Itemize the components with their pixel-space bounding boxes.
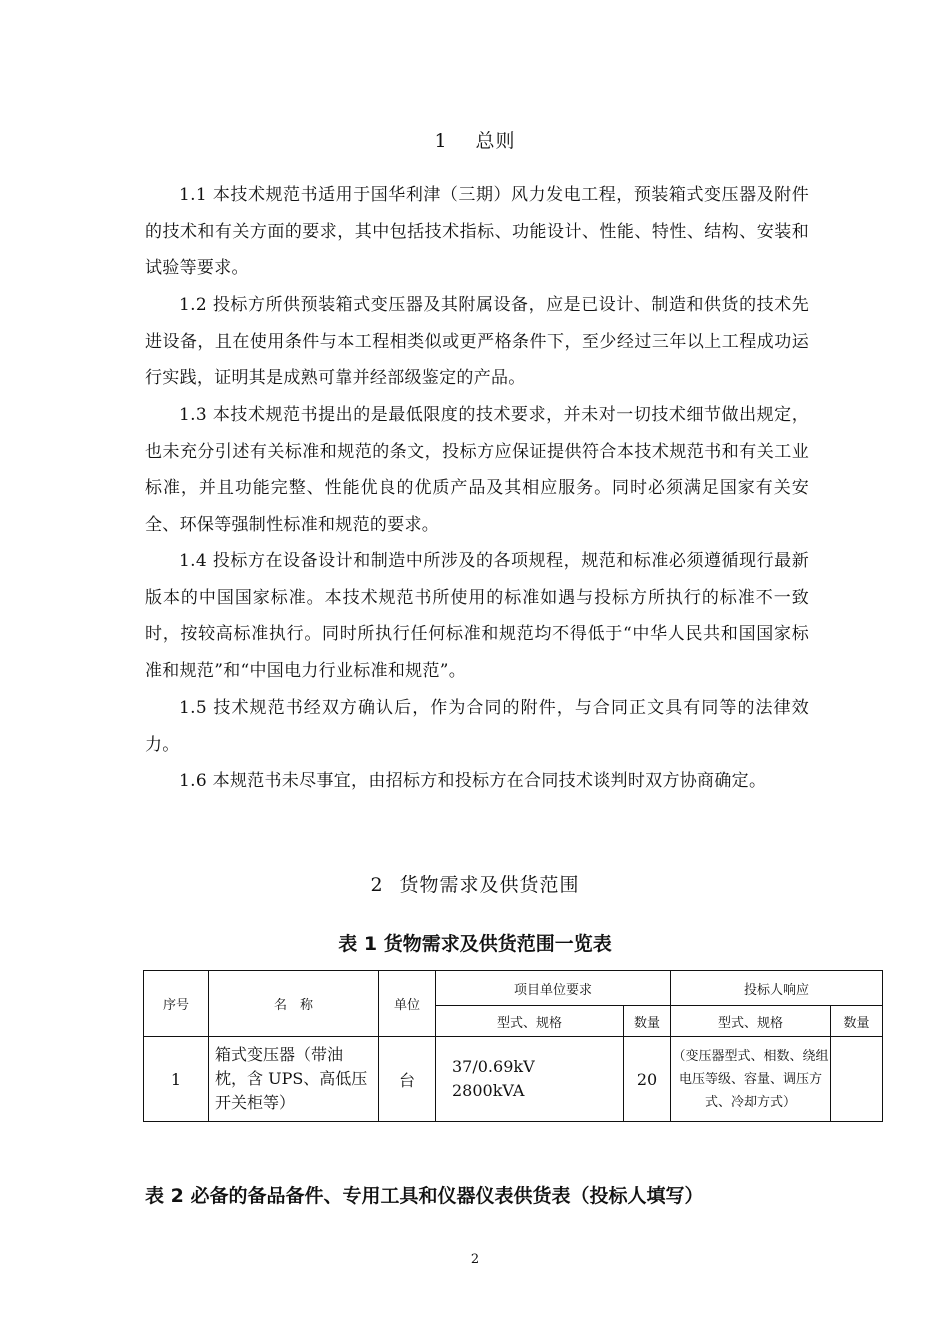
header-qty-response: 数量 bbox=[831, 1006, 883, 1037]
section-title: 总则 bbox=[475, 130, 516, 152]
cell-response-spec: （变压器型式、相数、绕组电压等级、容量、调压方式、冷却方式） bbox=[671, 1037, 831, 1122]
cell-unit: 台 bbox=[379, 1037, 436, 1122]
header-seq: 序号 bbox=[144, 971, 209, 1037]
header-name: 名 称 bbox=[209, 971, 379, 1037]
cell-spec bbox=[436, 1037, 624, 1122]
section-2-heading bbox=[0, 870, 950, 897]
page-number: 2 bbox=[470, 1252, 480, 1267]
header-unit: 单位 bbox=[379, 971, 436, 1037]
paragraph-text: 1.4 投标方在设备设计和制造中所涉及的各项规程，规范和标准必须遵循现行最新版本的中国国家标准。本技术规范书所使用的标准如遇与投标方所执行的标准不一致时，按较高标准执行。同时所执行任何标准和规范均不得低于“中华人民共和国国家标准和规范”和“中国电力行业标准和规范”。 bbox=[145, 551, 809, 681]
paragraph-text: 1.2 投标方所供预装箱式变压器及其附属设备，应是已设计、制造和供货的技术先进设备，且在使用条件与本工程相类似或更严格条件下，至少经过三年以上工程成功运行实践，证明其是成熟可靠并经部级鉴定的产品。 bbox=[145, 295, 809, 388]
header-qty: 数量 bbox=[624, 1006, 671, 1037]
paragraph-1-2 bbox=[145, 287, 809, 397]
header-spec-response: 型式、规格 bbox=[671, 1006, 831, 1037]
table-2-caption: 表 2 必备的备品备件、专用工具和仪器仪表供货表（投标人填写） bbox=[145, 1185, 704, 1207]
goods-table bbox=[143, 970, 883, 1122]
cell-name: 箱式变压器（带油枕，含 UPS、高低压开关柜等） bbox=[209, 1037, 379, 1122]
cell-qty: 20 bbox=[624, 1037, 671, 1122]
paragraph-text: 1.1 本技术规范书适用于国华利津（三期）风力发电工程，预装箱式变压器及附件的技术和有关方面的要求，其中包括技术指标、功能设计、性能、特性、结构、安装和试验等要求。 bbox=[145, 185, 809, 278]
paragraph-text: 1.5 技术规范书经双方确认后，作为合同的附件，与合同正文具有同等的法律效力。 bbox=[145, 698, 809, 755]
table-1-caption: 表 1 货物需求及供货范围一览表 bbox=[338, 933, 612, 955]
paragraph-1-6 bbox=[145, 763, 809, 800]
header-spec: 型式、规格 bbox=[436, 1006, 624, 1037]
paragraph-1-4 bbox=[145, 543, 809, 689]
spec-voltage: 37/0.69kV bbox=[452, 1057, 535, 1076]
spec-capacity: 2800kVA bbox=[452, 1081, 525, 1100]
table-row bbox=[144, 1037, 883, 1122]
cell-response-qty bbox=[831, 1037, 883, 1122]
paragraph-1-5 bbox=[145, 690, 809, 763]
paragraph-text: 1.3 本技术规范书提出的是最低限度的技术要求，并未对一切技术细节做出规定，也未充分引述有关标准和规范的条文，投标方应保证提供符合本技术规范书和有关工业标准，并且功能完整、性能优良的优质产品及其相应服务。同时必须满足国家有关安全、环保等强制性标准和规范的要求。 bbox=[145, 405, 809, 535]
section-number: 2 bbox=[370, 874, 384, 896]
section-title: 货物需求及供货范围 bbox=[399, 874, 580, 896]
header-bidder-response: 投标人响应 bbox=[671, 971, 883, 1006]
paragraph-1-3 bbox=[145, 397, 809, 543]
cell-seq: 1 bbox=[144, 1037, 209, 1122]
section-1-heading bbox=[0, 126, 950, 153]
header-project-requirement: 项目单位要求 bbox=[436, 971, 671, 1006]
paragraph-text: 1.6 本规范书未尽事宜，由招标方和投标方在合同技术谈判时双方协商确定。 bbox=[179, 771, 767, 791]
paragraph-1-1 bbox=[145, 177, 809, 287]
section-number: 1 bbox=[434, 130, 448, 152]
table-header-row bbox=[144, 971, 883, 1006]
